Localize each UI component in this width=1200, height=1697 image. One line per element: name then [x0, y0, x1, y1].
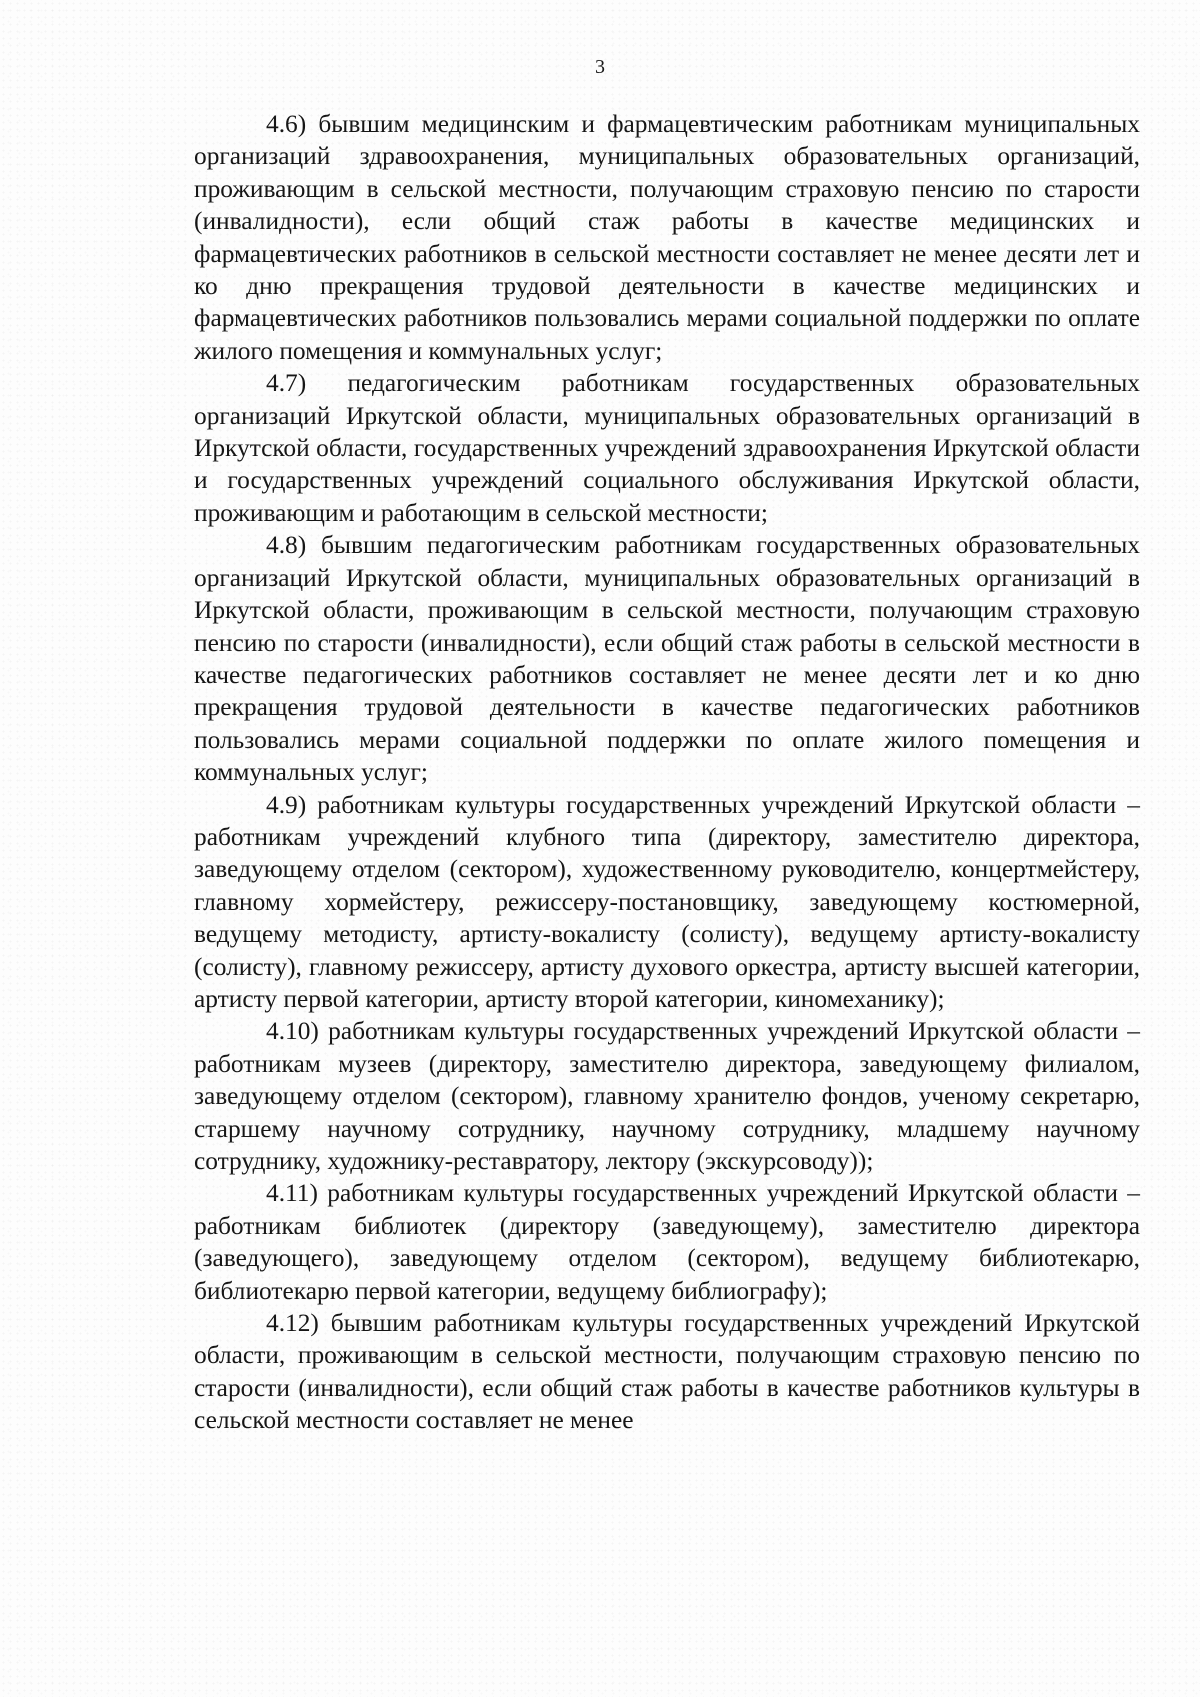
paragraph-4-9: 4.9) работникам культуры государственных учреждений Иркутской области – работникам учреждений клубного типа (директору, заместителю директора, заведующему отделом (сектором), художественному руководителю, концертмейстеру, главному хормейстеру, режиссеру-постановщику, заведующему костюмерной, ведущему методисту, артисту-вокалисту (солисту), ведущему артисту-вокалисту (солисту), главному режиссеру, артисту духового оркестра, артисту высшей категории, артисту первой категории, артисту второй категории, киномеханику); — [194, 790, 1140, 1013]
paragraph-4-12: 4.12) бывшим работникам культуры государственных учреждений Иркутской области, проживающим в сельской местности, получающим страховую пенсию по старости (инвалидности), если общий стаж работы в качестве работников культуры в сельской местности составляет не менее — [194, 1309, 1140, 1435]
document-body — [194, 108, 1140, 1437]
paragraph-4-8: 4.8) бывшим педагогическим работникам государственных образовательных организаций Иркутской области, муниципальных образовательных организаций в Иркутской области, проживающим в сельской местности, получающим страховую пенсию по старости (инвалидности), если общий стаж работы в сельской местности в качестве педагогических работников составляет не менее десяти лет и ко дню прекращения трудовой деятельности в качестве педагогических работников пользовались мерами социальной поддержки по оплате жилого помещения и коммунальных услуг; — [194, 531, 1140, 787]
paragraph-4-11: 4.11) работникам культуры государственных учреждений Иркутской области – работникам библиотек (директору (заведующему), заместителю директора (заведующего), заведующему отделом (сектором), ведущему библиотекарю, библиотекарю первой категории, ведущему библиографу); — [194, 1179, 1140, 1305]
page-number: 3 — [595, 56, 605, 78]
paragraph-4-10: 4.10) работникам культуры государственных учреждений Иркутской области – работникам музеев (директору, заместителю директора, заведующему филиалом, заведующему отделом (сектором), главному хранителю фондов, ученому секретарю, старшему научному сотруднику, научному сотруднику, младшему научному сотруднику, художнику-реставратору, лектору (экскурсоводу)); — [194, 1017, 1140, 1175]
paragraph-4-6: 4.6) бывшим медицинским и фармацевтическим работникам муниципальных организаций здравоохранения, муниципальных образовательных организаций, проживающим в сельской местности, получающим страховую пенсию по старости (инвалидности), если общий стаж работы в качестве медицинских и фармацевтических работников в сельской местности составляет не менее десяти лет и ко дню прекращения трудовой деятельности в качестве медицинских и фармацевтических работников пользовались мерами социальной поддержки по оплате жилого помещения и коммунальных услуг; — [194, 110, 1140, 365]
paragraph-4-7: 4.7) педагогическим работникам государственных образовательных организаций Иркутской области, муниципальных образовательных организаций в Иркутской области, государственных учреждений здравоохранения Иркутской области и государственных учреждений социального обслуживания Иркутской области, проживающим и работающим в сельской местности; — [194, 369, 1140, 527]
